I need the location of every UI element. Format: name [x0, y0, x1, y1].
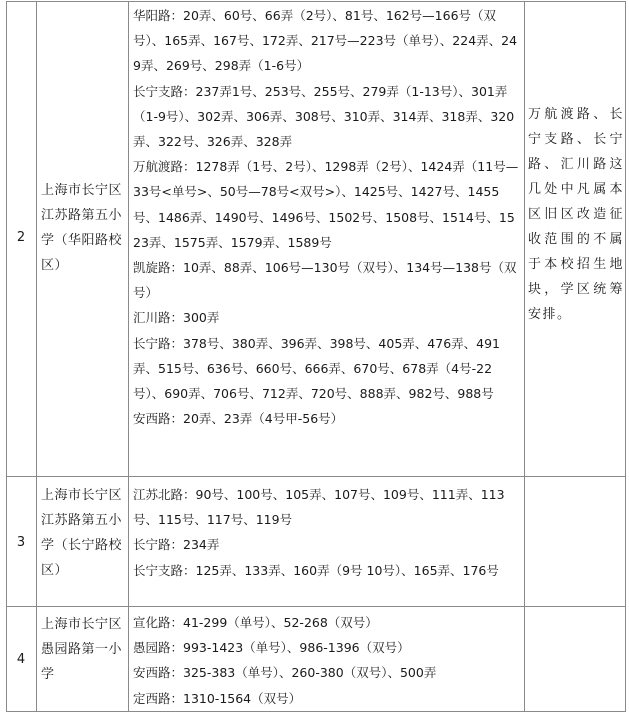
address-line: 长宁路：378号、380弄、396弄、398号、405弄、476弄、491弄、515号、636号、660号、666弄、670号、678弄（4号-22号）、690弄、706号、712弄、720号、888弄、982号、988号 [133, 335, 501, 402]
address-line: 长宁支路：237弄1号、253号、255号、279弄（1-13号）、301弄（1-9号）、302弄、306弄、308号、310弄、314弄、318弄、320弄、322号、326弄、328弄 [133, 83, 515, 150]
row-border-3-4 [6, 606, 626, 607]
address-line: 汇川路：300弄 [133, 310, 220, 326]
row-number: 3 [16, 535, 26, 550]
address-line: 安西路：20弄、23弄（4号甲-56号） [133, 411, 344, 427]
address-line: 万航渡路：1278弄（1号、2号）、1298弄（2号）、1424弄（11号—33号<单号>、50号—78号<双号>）、1425号、1427号、1455号、1486弄、1490号、1496号、1502号、1508号、1514号、1523弄、1575弄、1579弄、1589号 [133, 159, 519, 250]
address-line: 长宁支路：125弄、133弄、160弄（9号 10号）、165弄、176号 [133, 562, 499, 578]
row-border-2-3 [6, 476, 626, 477]
address-line: 愚园路：993-1423（单号）、986-1396（双号） [133, 640, 410, 656]
col-border-no [36, 1, 37, 712]
address-line: 长宁路：234弄 [133, 537, 220, 553]
address-line: 宣化路：41-299（单号）、52-268（双号） [133, 615, 378, 630]
row-number: 4 [16, 652, 26, 667]
row-border-bottom [6, 711, 626, 712]
address-list [133, 610, 521, 711]
col-border-left [6, 1, 7, 712]
school-name: 上海市长宁区愚园路第一小学 [41, 617, 123, 682]
address-list [133, 482, 521, 583]
address-line: 定西路：1310-1564（双号） [133, 690, 302, 706]
col-border-right [625, 1, 626, 712]
school-name: 上海市长宁区江苏路第五小学（华阳路校区） [41, 183, 123, 273]
address-line: 凯旋路：10弄、88弄、106号—130号（双号）、134号—138号（双号） [133, 260, 517, 301]
address-line: 江苏北路：90号、100号、105弄、107号、109号、111弄、113号、115号、117号、119号 [133, 487, 505, 528]
col-border-school [128, 1, 129, 712]
row-border-top [6, 1, 626, 2]
col-border-address [524, 1, 525, 712]
school-name: 上海市长宁区江苏路第五小学（长宁路校区） [41, 488, 123, 578]
address-list [133, 3, 521, 431]
row-number: 2 [16, 230, 26, 245]
address-line: 安西路：325-383（单号）、260-380（双号）、500弄 [133, 665, 437, 681]
address-line: 华阳路：20弄、60号、66弄（2号）、81号、162号—166号（双号）、165弄、167号、172弄、217号—223号（单号）、224弄、249弄、269号、298弄（1-6号） [133, 8, 518, 74]
district-note: 万航渡路、长宁支路、长宁路、汇川路这几处中凡属本区旧区改造征收范围的不属于本校招生地块，学区统筹安排。 [528, 107, 624, 322]
